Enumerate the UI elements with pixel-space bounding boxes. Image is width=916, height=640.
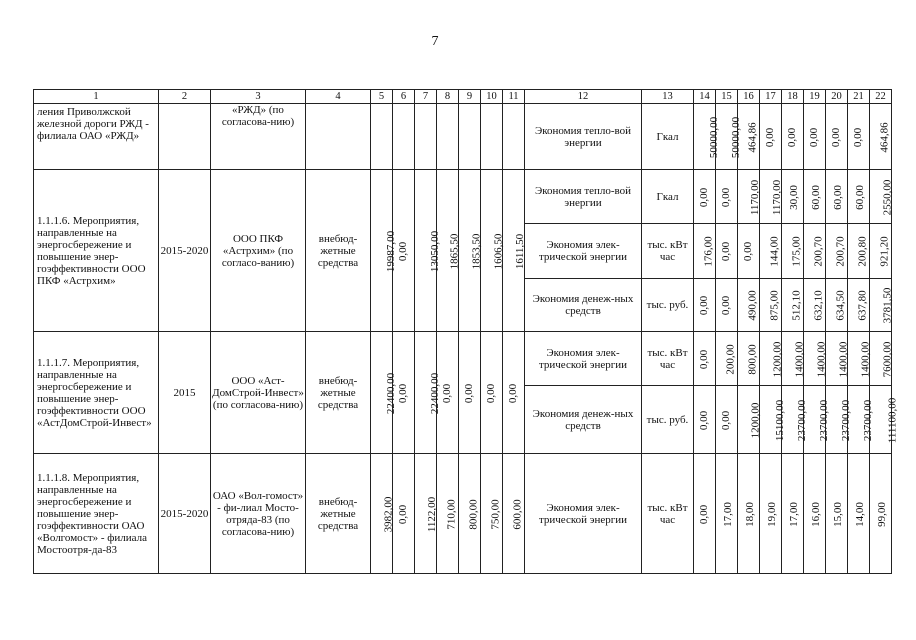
funding-source-cell: внебюд-жетные средства xyxy=(306,332,371,454)
value-cell-text: 1200,00 xyxy=(771,341,784,377)
cost-cell-text: 0,00 xyxy=(485,383,497,403)
value-cell-text: 17,00 xyxy=(721,501,734,527)
value-cell-text: 512,10 xyxy=(790,290,803,321)
value-cell-text: 1400,00 xyxy=(793,341,806,377)
measure-name: 1.1.1.8. Мероприятия, направленные на энергосбережение и повышение энер-гоэффективности ОАО «Волгомост» - филиала Мостоотря-да-83 xyxy=(34,454,159,574)
value-cell-text: 19,00 xyxy=(765,501,778,527)
cost-cell-text: 22400,00 xyxy=(385,372,398,414)
table-row xyxy=(34,454,892,574)
value-cell-text: 0,00 xyxy=(830,127,842,147)
value-cell-text: 875,00 xyxy=(768,290,781,321)
value-cell xyxy=(738,386,760,454)
cost-cell xyxy=(371,454,393,574)
value-cell xyxy=(826,224,848,279)
header-col-4: 4 xyxy=(306,90,371,104)
value-cell-text: 0,00 xyxy=(720,410,732,430)
executor-cell: «РЖД» (по согласова-нию) xyxy=(211,104,306,170)
cost-cell-text: 710,00 xyxy=(445,498,458,530)
header-col-10: 10 xyxy=(481,90,503,104)
cost-cell-text: 0,00 xyxy=(441,383,453,403)
executor-cell: ОАО «Вол-гомост» - фи-лиал Мосто-отряда-83 (по согласова-нию) xyxy=(211,454,306,574)
header-col-2: 2 xyxy=(159,90,211,104)
executor-cell: ООО «Аст-ДомСтрой-Инвест» (по согласова-нию) xyxy=(211,332,306,454)
value-cell xyxy=(848,104,870,170)
value-cell-text: 3781,50 xyxy=(881,287,894,324)
unit-cell: тыс. кВт час xyxy=(642,332,694,386)
value-cell xyxy=(826,279,848,332)
value-cell xyxy=(782,224,804,279)
value-cell-text: 200,00 xyxy=(724,343,737,375)
unit-cell: тыс. руб. xyxy=(642,279,694,332)
value-cell xyxy=(760,224,782,279)
cost-cell-text: 800,00 xyxy=(467,498,480,530)
value-cell xyxy=(694,279,716,332)
cost-cell xyxy=(371,170,398,332)
value-cell xyxy=(826,170,848,224)
indicator-cell: Экономия элек-трической энергии xyxy=(525,224,642,279)
cost-cell xyxy=(437,104,459,170)
value-cell-text: 1170,00 xyxy=(749,179,762,215)
value-cell xyxy=(760,170,782,224)
value-cell-text: 18,00 xyxy=(743,501,756,527)
header-col-16: 16 xyxy=(738,90,760,104)
value-cell-text: 921,20 xyxy=(878,236,891,267)
value-cell-text: 60,00 xyxy=(809,184,822,210)
value-cell-text: 7600,00 xyxy=(881,341,894,377)
header-col-3: 3 xyxy=(211,90,306,104)
cost-cell xyxy=(415,170,442,332)
unit-cell: тыс. кВт час xyxy=(642,454,694,574)
header-col-21: 21 xyxy=(848,90,870,104)
value-cell-text: 16,00 xyxy=(809,501,822,527)
value-cell-text: 0,00 xyxy=(720,295,732,316)
header-col-8: 8 xyxy=(437,90,459,104)
value-cell xyxy=(782,170,804,224)
value-cell-text: 0,00 xyxy=(720,241,732,262)
value-cell-text: 1400,00 xyxy=(815,341,828,377)
value-cell-text: 144,00 xyxy=(768,236,781,267)
value-cell-text: 15100,00 xyxy=(774,399,787,441)
header-row xyxy=(34,90,892,104)
funding-source-cell: внебюд-жетные средства xyxy=(306,454,371,574)
period-cell: 2015-2020 xyxy=(159,454,211,574)
value-cell xyxy=(870,279,892,332)
value-cell xyxy=(782,332,804,386)
value-cell xyxy=(738,332,760,386)
value-cell xyxy=(694,170,716,224)
value-cell-text: 2550,00 xyxy=(881,179,894,215)
value-cell-text: 60,00 xyxy=(831,184,844,210)
cost-cell-text: 1611,50 xyxy=(514,233,527,269)
value-cell-text: 50000,00 xyxy=(708,116,721,158)
value-cell-text: 0,00 xyxy=(698,187,710,207)
measure-name: ления Приволжской железной дороги РЖД - филиала ОАО «РЖД» xyxy=(34,104,159,170)
value-cell xyxy=(716,332,738,386)
value-cell-text: 200,70 xyxy=(834,236,847,267)
value-cell xyxy=(716,170,738,224)
cost-cell xyxy=(503,104,525,170)
unit-cell: тыс. руб. xyxy=(642,386,694,454)
value-cell xyxy=(738,224,760,279)
cost-cell xyxy=(459,104,481,170)
value-cell xyxy=(738,170,760,224)
indicator-cell: Экономия денеж-ных средств xyxy=(525,279,642,332)
page-number: 7 xyxy=(431,34,439,49)
value-cell-text: 17,00 xyxy=(787,501,800,527)
value-cell xyxy=(804,332,826,386)
funding-source-cell: внебюд-жетные средства xyxy=(306,170,371,332)
value-cell xyxy=(782,454,804,574)
cost-cell-text: 600,00 xyxy=(511,498,524,530)
unit-cell: тыс. кВт час xyxy=(642,224,694,279)
header-col-9: 9 xyxy=(459,90,481,104)
value-cell xyxy=(848,454,870,574)
table-row xyxy=(34,170,892,224)
value-cell-text: 30,00 xyxy=(787,184,800,210)
header-col-17: 17 xyxy=(760,90,782,104)
header-col-14: 14 xyxy=(694,90,716,104)
indicator-cell: Экономия элек-трической энергии xyxy=(525,454,642,574)
value-cell xyxy=(848,224,870,279)
header-col-1: 1 xyxy=(34,90,159,104)
cost-cell xyxy=(415,104,437,170)
value-cell-text: 23700,00 xyxy=(862,399,875,441)
value-cell-text: 0,00 xyxy=(852,127,864,147)
cost-cell xyxy=(481,332,503,454)
value-cell-text: 23700,00 xyxy=(840,399,853,441)
value-cell xyxy=(870,224,892,279)
value-cell xyxy=(716,386,738,454)
value-cell-text: 111100,00 xyxy=(886,397,899,443)
value-cell xyxy=(760,454,782,574)
value-cell-text: 0,00 xyxy=(764,127,776,147)
cost-cell xyxy=(459,332,481,454)
value-cell xyxy=(782,104,804,170)
cost-cell xyxy=(481,454,503,574)
header-col-7: 7 xyxy=(415,90,437,104)
value-cell-text: 99,00 xyxy=(875,501,888,527)
value-cell-text: 14,00 xyxy=(853,501,866,527)
value-cell-text: 176,00 xyxy=(702,236,715,267)
value-cell xyxy=(870,170,892,224)
period-cell: 2015-2020 xyxy=(159,170,211,332)
cost-cell-text: 22400,00 xyxy=(429,372,442,414)
cost-cell xyxy=(415,454,437,574)
measure-name: 1.1.1.7. Мероприятия, направленные на энергосбережение и повышение энер-гоэффективности ООО «АстДомСтрой-Инвест» xyxy=(34,332,159,454)
value-cell-text: 0,00 xyxy=(720,187,732,207)
value-cell-text: 0,00 xyxy=(698,504,710,524)
value-cell xyxy=(804,170,826,224)
value-cell-text: 0,00 xyxy=(698,295,710,316)
value-cell xyxy=(694,104,721,170)
value-cell xyxy=(716,279,738,332)
value-cell-text: 1170,00 xyxy=(771,179,784,215)
value-cell-text: 0,00 xyxy=(698,349,710,369)
value-cell xyxy=(826,332,848,386)
header-col-18: 18 xyxy=(782,90,804,104)
indicator-cell: Экономия тепло-вой энергии xyxy=(525,170,642,224)
unit-cell: Гкал xyxy=(642,170,694,224)
cost-cell-text: 750,00 xyxy=(489,498,502,530)
value-cell-text: 50000,00 xyxy=(730,116,743,158)
value-cell xyxy=(870,332,892,386)
value-cell-text: 175,00 xyxy=(790,236,803,267)
value-cell-text: 60,00 xyxy=(853,184,866,210)
value-cell xyxy=(694,454,716,574)
value-cell xyxy=(870,454,892,574)
value-cell xyxy=(738,454,760,574)
value-cell xyxy=(804,454,826,574)
cost-cell xyxy=(481,170,503,332)
indicator-cell: Экономия денеж-ных средств xyxy=(525,386,642,454)
cost-cell-text: 1853,50 xyxy=(470,233,483,269)
value-cell-text: 464,86 xyxy=(878,121,891,153)
value-cell-text: 490,00 xyxy=(746,290,759,321)
cost-cell-text: 0,00 xyxy=(463,383,475,403)
executor-cell: ООО ПКФ «Астрхим» (по согласо-ванию) xyxy=(211,170,306,332)
value-cell xyxy=(694,332,716,386)
value-cell-text: 200,80 xyxy=(856,236,869,267)
table-row xyxy=(34,332,892,386)
cost-cell xyxy=(481,104,503,170)
value-cell xyxy=(716,224,738,279)
value-cell xyxy=(694,386,716,454)
value-cell-text: 23700,00 xyxy=(818,399,831,441)
cost-cell-text: 1122,00 xyxy=(426,496,439,532)
value-cell xyxy=(804,224,826,279)
cost-cell xyxy=(503,332,525,454)
value-cell xyxy=(738,279,760,332)
value-cell-text: 0,00 xyxy=(786,127,798,147)
header-col-19: 19 xyxy=(804,90,826,104)
value-cell-text: 632,10 xyxy=(812,290,825,321)
cost-cell xyxy=(393,104,415,170)
cost-cell-text: 0,00 xyxy=(507,383,519,403)
period-cell xyxy=(159,104,211,170)
value-cell-text: 1200,00 xyxy=(749,402,762,438)
value-cell xyxy=(782,279,804,332)
value-cell-text: 0,00 xyxy=(808,127,820,147)
header-col-15: 15 xyxy=(716,90,738,104)
value-cell xyxy=(760,279,782,332)
value-cell xyxy=(804,104,826,170)
header-col-22: 22 xyxy=(870,90,892,104)
cost-cell-text: 1865,50 xyxy=(448,233,461,269)
header-col-13: 13 xyxy=(642,90,694,104)
cost-cell xyxy=(415,332,442,454)
value-cell-text: 0,00 xyxy=(698,410,710,430)
header-col-6: 6 xyxy=(393,90,415,104)
value-cell xyxy=(804,279,826,332)
cost-cell-text: 13050,00 xyxy=(429,230,442,272)
cost-cell xyxy=(437,454,459,574)
period-cell: 2015 xyxy=(159,332,211,454)
cost-cell-text: 3982,00 xyxy=(382,496,395,532)
value-cell-text: 1400,00 xyxy=(837,341,850,377)
indicator-cell: Экономия тепло-вой энергии xyxy=(525,104,642,170)
header-col-20: 20 xyxy=(826,90,848,104)
value-cell xyxy=(760,332,782,386)
value-cell-text: 1400,00 xyxy=(859,341,872,377)
cost-cell xyxy=(459,454,481,574)
indicator-cell: Экономия элек-трической энергии xyxy=(525,332,642,386)
value-cell xyxy=(760,104,782,170)
value-cell-text: 637,80 xyxy=(856,290,869,321)
cost-cell-text: 1606,50 xyxy=(492,233,505,269)
value-cell xyxy=(848,279,870,332)
value-cell-text: 15,00 xyxy=(831,501,844,527)
header-col-11: 11 xyxy=(503,90,525,104)
cost-cell xyxy=(503,454,525,574)
cost-cell-text: 19987,00 xyxy=(385,230,398,272)
header-col-5: 5 xyxy=(371,90,393,104)
value-cell-text: 200,70 xyxy=(812,236,825,267)
value-cell xyxy=(826,454,848,574)
table-row xyxy=(34,104,892,170)
value-cell-text: 464,86 xyxy=(746,121,759,153)
value-cell-text: 800,00 xyxy=(746,343,759,375)
cost-cell-text: 0,00 xyxy=(397,383,409,403)
cost-cell xyxy=(393,454,415,574)
value-cell xyxy=(826,104,848,170)
value-cell-text: 634,50 xyxy=(834,290,847,321)
measures-table xyxy=(33,89,899,574)
value-cell xyxy=(760,386,787,454)
value-cell xyxy=(694,224,716,279)
cost-cell xyxy=(459,170,481,332)
value-cell xyxy=(848,332,870,386)
value-cell xyxy=(716,454,738,574)
value-cell-text: 23700,00 xyxy=(796,399,809,441)
cost-cell xyxy=(371,332,398,454)
measure-name: 1.1.1.6. Мероприятия, направленные на энергосбережение и повышение энер-гоэффективности ООО ПКФ «Астрхим» xyxy=(34,170,159,332)
cost-cell xyxy=(503,170,525,332)
value-cell xyxy=(870,104,892,170)
unit-cell: Гкал xyxy=(642,104,694,170)
cost-cell-text: 0,00 xyxy=(397,504,409,524)
header-col-12: 12 xyxy=(525,90,642,104)
value-cell xyxy=(848,170,870,224)
value-cell-text: 0,00 xyxy=(742,241,754,262)
cost-cell-text: 0,00 xyxy=(397,241,409,261)
funding-source-cell xyxy=(306,104,371,170)
cost-cell xyxy=(371,104,393,170)
